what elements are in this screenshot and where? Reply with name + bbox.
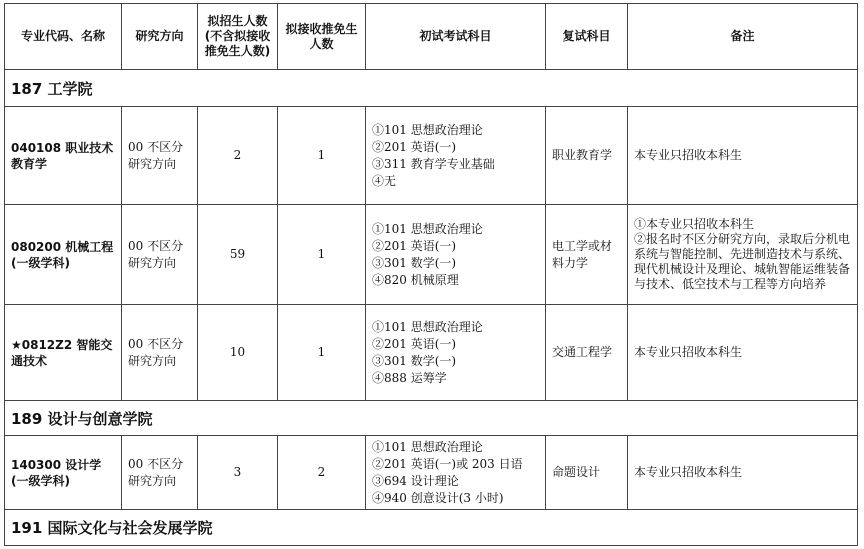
exempt-cell: 1 [278,107,366,205]
header-notes: 备注 [628,4,858,70]
direction-cell: 00 不区分研究方向 [122,305,198,401]
section-row [5,510,858,546]
major-cell: ★0812Z2 智能交通技术 [5,305,122,401]
section-title: 187 工学院 [5,70,858,107]
exam-item: ④820 机械原理 [372,272,459,287]
quota-cell: 59 [198,205,278,305]
direction-cell: 00 不区分研究方向 [122,107,198,205]
header-quota: 拟招生人数(不含拟接收推免生人数) [198,4,278,70]
section-row [5,70,858,107]
header-exempt: 拟接收推免生人数 [278,4,366,70]
exam-item: ③694 设计理论 [372,473,459,488]
notes-cell [628,305,858,401]
exam-item: ③301 数学(一) [372,255,457,270]
table-row [5,107,858,205]
direction-cell: 00 不区分研究方向 [122,205,198,305]
exam-item: ④940 创意设计(3 小时) [372,490,504,505]
exam-item: ③301 数学(一) [372,353,457,368]
section-title: 189 设计与创意学院 [5,401,858,436]
exam-item: ②201 英语(一)或 203 日语 [372,456,523,471]
exam-list [366,436,546,510]
notes-cell [628,107,858,205]
header-major: 专业代码、名称 [5,4,122,70]
exam-item: ④无 [372,173,397,188]
retest-cell: 交通工程学 [546,305,628,401]
header-direction: 研究方向 [122,4,198,70]
exam-item: ①101 思想政治理论 [372,439,483,454]
section-row [5,401,858,436]
exam-item: ①101 思想政治理论 [372,221,483,236]
section-title: 191 国际文化与社会发展学院 [5,510,858,546]
note-line: 本专业只招收本科生 [634,345,743,359]
quota-cell: 10 [198,305,278,401]
exam-item: ②201 英语(一) [372,336,457,351]
exam-list [366,205,546,305]
exempt-cell: 1 [278,205,366,305]
header-initial-exam: 初试考试科目 [366,4,546,70]
retest-cell: 职业教育学 [546,107,628,205]
major-cell: 040108 职业技术教育学 [5,107,122,205]
direction-cell: 00 不区分研究方向 [122,436,198,510]
major-cell: 080200 机械工程(一级学科) [5,205,122,305]
exam-item: ①101 思想政治理论 [372,319,483,334]
notes-cell [628,205,858,305]
exam-item: ①101 思想政治理论 [372,122,483,137]
quota-cell: 3 [198,436,278,510]
exam-list [366,107,546,205]
note-line: 本专业只招收本科生 [634,465,743,479]
header-retest: 复试科目 [546,4,628,70]
note-line: 本专业只招收本科生 [634,148,743,162]
table-row [5,205,858,305]
exam-item: ④888 运筹学 [372,370,447,385]
quota-cell: 2 [198,107,278,205]
note-line: ②报名时不区分研究方向，录取后分机电系统与智能控制、先进制造技术与系统、现代机械设计及理论、城轨智能运维装备与技术、低空技术与工程等方向培养 [634,232,851,291]
header-row [5,4,858,70]
table-row [5,305,858,401]
major-cell: 140300 设计学(一级学科) [5,436,122,510]
exempt-cell: 2 [278,436,366,510]
admissions-table [4,3,858,546]
exam-item: ②201 英语(一) [372,139,457,154]
exam-list [366,305,546,401]
exempt-cell: 1 [278,305,366,401]
retest-cell: 命题设计 [546,436,628,510]
table-row [5,436,858,510]
note-line: ①本专业只招收本科生 [634,217,755,231]
notes-cell [628,436,858,510]
exam-item: ③311 教育学专业基础 [372,156,495,171]
retest-cell: 电工学或材料力学 [546,205,628,305]
exam-item: ②201 英语(一) [372,238,457,253]
